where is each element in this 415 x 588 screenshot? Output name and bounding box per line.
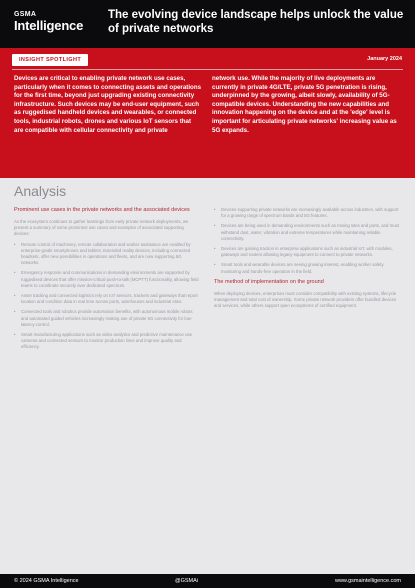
analysis-column-left — [14, 207, 199, 355]
list-item: • Devices supporting private networks are increasingly available across industries, with support for a growing range of spectrum bands and 5G features. — [221, 207, 399, 219]
list-item: • Devices are gaining traction in enterprise applications such as industrial IoT, with modules, gateways and routers allowing legacy equipment to connect to private networks. — [221, 246, 399, 258]
logo-gsma-text: GSMA — [14, 11, 37, 18]
website-link[interactable]: www.gsmaintelligence.com — [334, 578, 401, 584]
list-item: • Emergency response and communications in demanding environments are supported by ruggedised devices that offer mission-critical push-to-talk (MCPTT) functionality, allowing field teams to coordinate securely over dedicated spectrum. — [21, 270, 199, 289]
intro-paragraph: As the ecosystem continues to gather learnings from early private network deployments, we present a summary of some prominent use cases and examples of associated supporting devices: — [14, 219, 189, 237]
copyright-text: © 2024 GSMA Intelligence — [14, 578, 79, 584]
list-item: • Remote control of machinery, remote collaboration and worker assistance are enabled by enterprise-grade smartphones and tablets. Extended reality devices, including connected headsets, offer new possibilities in operations and fleets, and are now supporting 5G networks. — [21, 242, 199, 267]
list-item: • Devices are being used in demanding environments such as mining sites and ports, and must withstand dust, water, vibration and extreme temperatures while maintaining reliable connectivity. — [221, 223, 399, 242]
list-item: • Smart tools and wearable devices are seeing growing interest, enabling worker safety monitoring and hands-free operation in the field. — [221, 262, 399, 274]
device-list — [214, 207, 399, 275]
list-item: • Asset tracking and connected logistics rely on IoT sensors, trackers and gateways that report location and condition data in real time across ports, warehouses and industrial sites. — [21, 293, 199, 305]
page-title: The evolving device landscape helps unlock the value of private networks — [108, 9, 404, 35]
insight-spotlight-section — [0, 48, 415, 178]
publication-date: January 2024 — [367, 56, 402, 62]
section-subheading-implementation: The method of implementation on the ground — [214, 278, 324, 285]
gsma-intelligence-logo — [14, 11, 83, 33]
use-case-list — [14, 242, 199, 351]
page-header — [0, 0, 415, 48]
list-item: • Smart manufacturing applications such as video analytics and predictive maintenance use cameras and connected sensors to monitor production lines and improve quality and efficiency. — [21, 332, 199, 351]
list-item: • Connected tools and robotics provide automation benefits, with autonomous mobile robots and automated guided vehicles increasingly making use of private 5G connectivity for low-latency control. — [21, 309, 199, 328]
social-handle-link[interactable]: @GSMAi — [175, 578, 199, 584]
analysis-column-right — [214, 207, 399, 313]
divider — [12, 69, 403, 70]
insight-spotlight-tag: INSIGHT SPOTLIGHT — [12, 54, 88, 66]
section-title: Analysis — [14, 183, 67, 199]
spotlight-text-left: Devices are critical to enabling private network use cases, particularly when it comes to connecting assets and operations for the first time, beyond just upgrading existing connectivity infrastructure. Such devices may be end-user equipment, such as ruggedised handheld devices and wearables, or connected tools, industrial robots, drones and various IoT sensors that are compatible with cellular connectivity and private — [14, 75, 202, 134]
spotlight-text-right: network use. While the majority of live deployments are currently in private 4G/LTE, private 5G penetration is rising, underpinned by the growing, albeit slowly, availability of 5G-compatible devices. Understanding the new capabilities and innovation happening on the device and at the 'edge' level is important for articulating private networks' increasing value as 5G expands. — [212, 75, 397, 134]
logo-intelligence-text: Intelligence — [14, 18, 84, 33]
page-footer — [0, 574, 415, 588]
section-subheading: Prominent use cases in the private networks and the associated devices — [14, 207, 190, 213]
closing-paragraph: When deploying devices, enterprises must consider compatibility with existing systems, lifecycle management and total cost of ownership. Some private network providers offer bundled devices and services, while others support open ecosystems of certified equipment. — [214, 290, 397, 309]
